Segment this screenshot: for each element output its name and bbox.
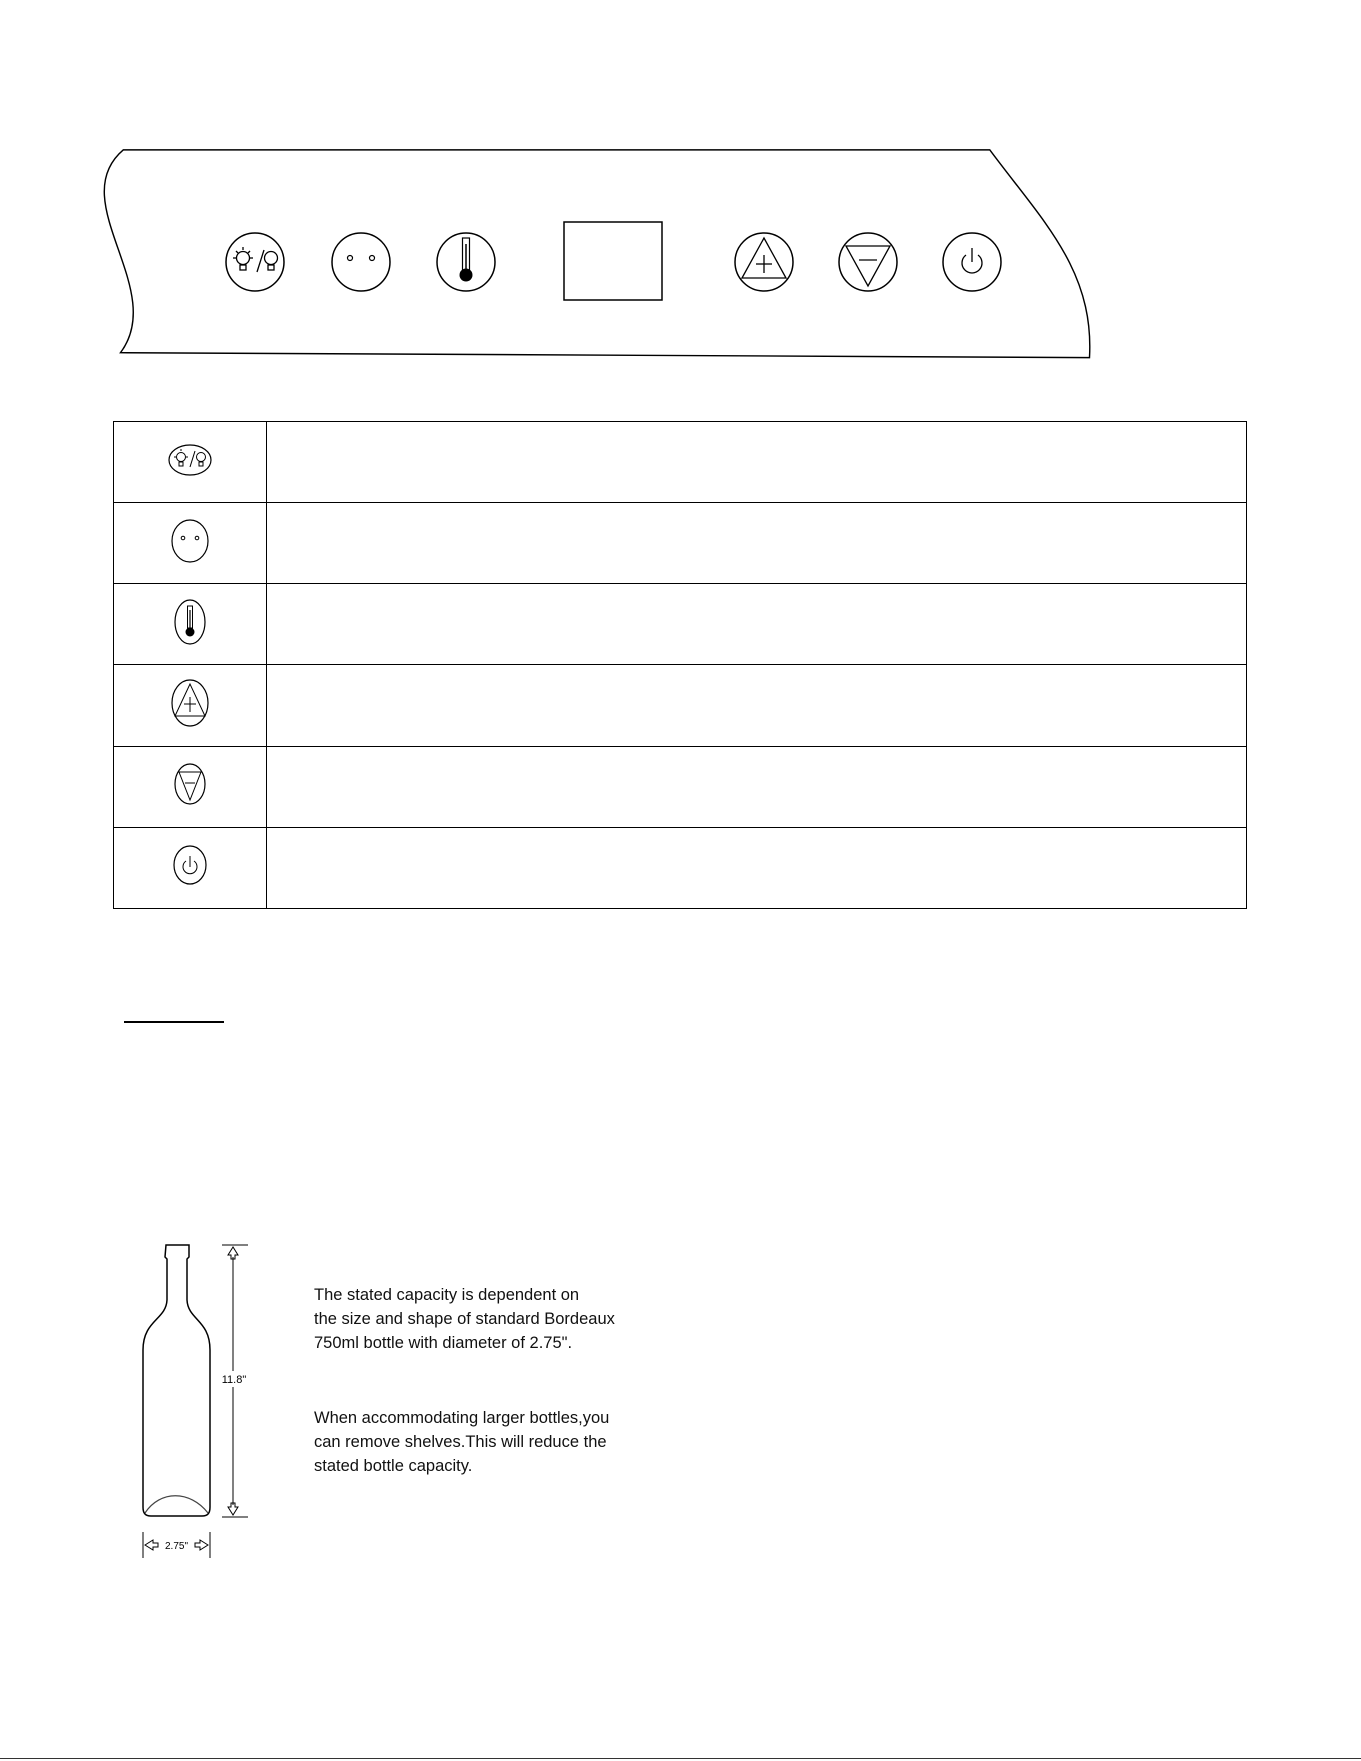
temperature-display xyxy=(564,222,662,300)
minus-down-icon xyxy=(846,246,890,286)
down-button[interactable] xyxy=(839,233,897,291)
control-panel xyxy=(110,150,1090,370)
larger-bottles-line: can remove shelves.This will reduce the xyxy=(314,1433,607,1451)
footer-rule xyxy=(0,1758,1361,1759)
legend-row-power xyxy=(114,827,1247,908)
thermometer-icon xyxy=(173,598,207,646)
light-toggle-icon xyxy=(167,443,213,477)
diameter-label: 2.75" xyxy=(164,1541,189,1552)
legend-row-light xyxy=(114,422,1247,503)
bottle-punt xyxy=(145,1496,208,1513)
power-button[interactable] xyxy=(943,233,1001,291)
light-toggle-icon xyxy=(233,247,278,272)
capacity-line: The stated capacity is dependent on xyxy=(314,1286,580,1304)
two-dots-icon xyxy=(348,256,375,261)
legend-description xyxy=(267,422,1247,503)
light-toggle-button[interactable] xyxy=(226,233,284,291)
bottle-diagram xyxy=(130,1245,270,1575)
larger-bottles-line: stated bottle capacity. xyxy=(314,1457,473,1475)
height-label: 11.8" xyxy=(221,1374,247,1386)
legend-description xyxy=(267,746,1247,827)
larger-bottles-note xyxy=(314,1406,694,1478)
section-heading-underline xyxy=(124,1021,224,1023)
bottle-outline xyxy=(143,1245,210,1516)
power-icon xyxy=(962,248,982,273)
legend-description xyxy=(267,665,1247,746)
legend-row-zone xyxy=(114,503,1247,584)
legend-description xyxy=(267,827,1247,908)
minus-down-icon xyxy=(173,762,207,806)
legend-description xyxy=(267,584,1247,665)
capacity-line: the size and shape of standard Bordeaux xyxy=(314,1310,615,1328)
two-dots-icon xyxy=(170,518,210,564)
legend-description xyxy=(267,503,1247,584)
plus-up-icon xyxy=(170,678,210,728)
right-arrow-icon xyxy=(195,1540,208,1550)
up-button[interactable] xyxy=(735,233,793,291)
button-legend-table xyxy=(113,421,1247,909)
larger-bottles-line: When accommodating larger bottles,you xyxy=(314,1409,610,1427)
zone-button[interactable] xyxy=(332,233,390,291)
legend-row-down xyxy=(114,746,1247,827)
panel-outline xyxy=(104,150,1090,358)
capacity-note xyxy=(314,1283,694,1355)
plus-up-icon xyxy=(742,238,786,278)
thermometer-icon xyxy=(460,238,473,282)
legend-row-temperature xyxy=(114,584,1247,665)
legend-row-up xyxy=(114,665,1247,746)
capacity-line: 750ml bottle with diameter of 2.75". xyxy=(314,1334,573,1352)
power-icon xyxy=(172,844,208,886)
temperature-button[interactable] xyxy=(437,233,495,291)
left-arrow-icon xyxy=(145,1540,158,1550)
